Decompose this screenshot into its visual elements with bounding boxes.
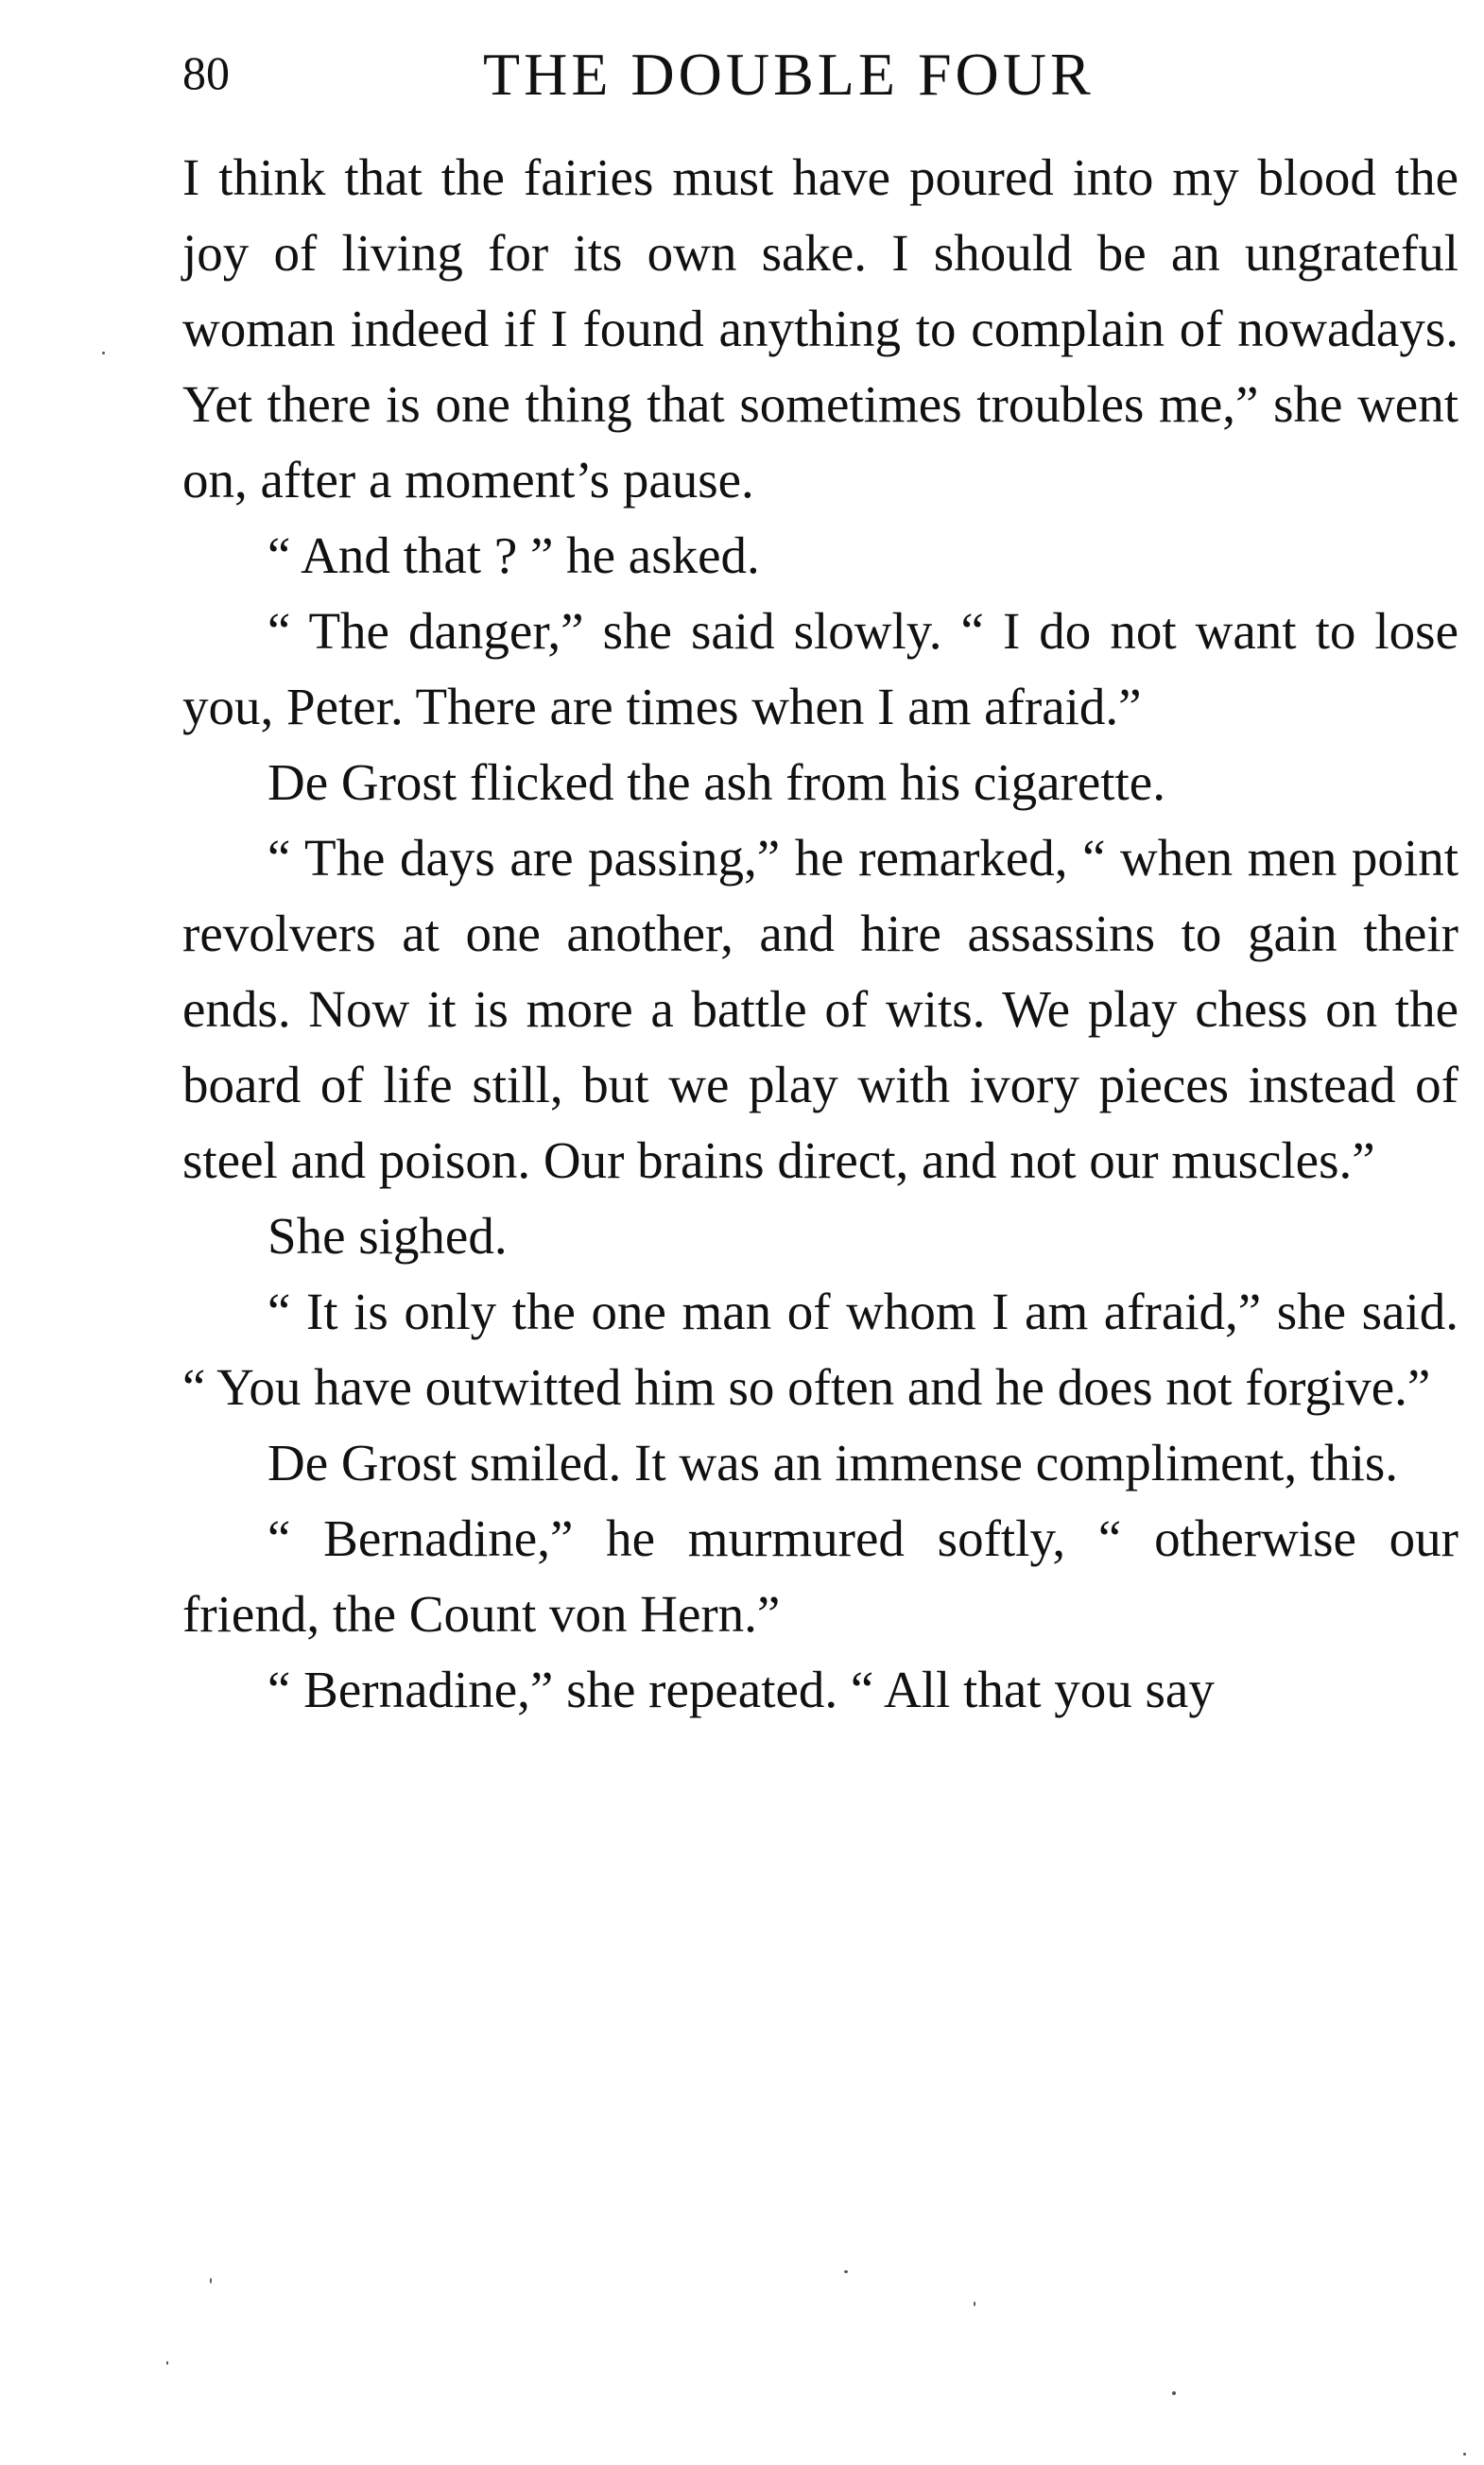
paragraph: “ Bernadine,” she repeated. “ All that you say [267,1661,1215,1718]
paragraph: “ The days are passing,” he remarked, “ when men point revolvers at one another, and hire assassins to gain their ends. Now it is more a battle of wits. We play chess on the board of life still, but we play with ivory pieces instead of steel and poison. Our brains direct, and not our muscles.” [182,829,1458,1189]
scan-speck [210,2278,212,2284]
paragraph: She sighed. [267,1207,508,1265]
scan-speck [166,2361,168,2365]
paragraph: I think that the fairies must have poured into my blood the joy of living for its own sake. I should be an ungrateful woman indeed if I found anything to complain of nowadays. Yet there is one thing that sometimes troubles me,” she went on, after a moment’s pause. [182,148,1458,509]
scan-speck [102,352,105,354]
paragraph: De Grost flicked the ash from his cigarette. [267,753,1165,811]
page-number: 80 [182,46,230,99]
scan-speck [974,2301,975,2306]
scan-speck [1463,2453,1466,2456]
scan-speck [1172,2391,1176,2395]
paragraph: “ And that ? ” he asked. [267,526,760,584]
paragraph: De Grost smiled. It was an immense compliment, this. [267,1434,1399,1491]
paragraph: “ Bernadine,” he murmured softly, “ otherwise our friend, the Count von Hern.” [182,1509,1458,1643]
running-title: THE DOUBLE FOUR [483,41,1095,108]
page-header [182,40,1458,115]
paragraph: “ The danger,” she said slowly. “ I do not want to lose you, Peter. There are times when I am afraid.” [182,602,1458,735]
body-text [182,140,1458,1728]
paragraph: “ It is only the one man of whom I am afraid,” she said. “ You have outwitted him so often and he does not forgive.” [182,1283,1458,1416]
scan-speck [844,2270,848,2273]
